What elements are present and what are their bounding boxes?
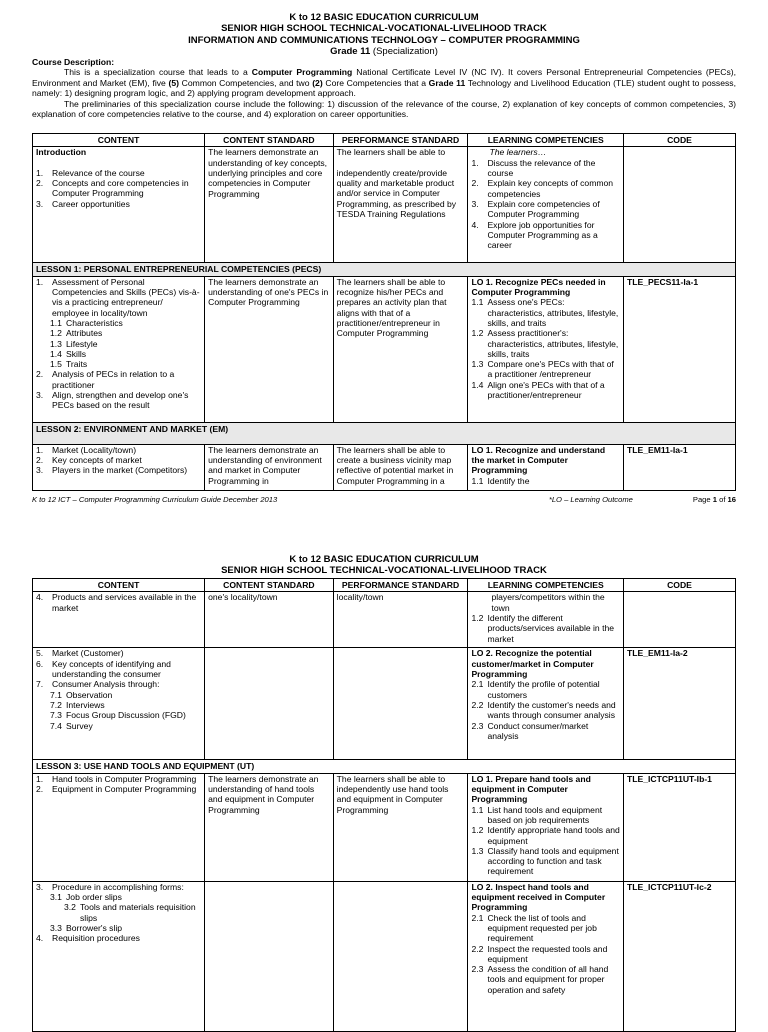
list-item	[471, 700, 620, 721]
list-item-text: Explain key concepts of common competencies	[487, 178, 614, 199]
list-item-number: 2.2	[471, 943, 484, 954]
column-header-content-standard: CONTENT STANDARD	[205, 579, 334, 592]
list-item-text: Assess practitioner's: characteristics, attributes, lifestyle, skills, traits	[487, 328, 619, 359]
list-item-number: 1.3	[471, 845, 484, 856]
header-line-4: Grade 11 (Specialization)	[330, 46, 438, 58]
list-item	[36, 882, 201, 892]
column-header-performance-standard: PERFORMANCE STANDARD	[333, 134, 468, 147]
list-item-number: 4.	[471, 219, 479, 230]
list-item-number: 2.2	[471, 699, 484, 710]
page-footer	[32, 496, 736, 505]
list-item	[471, 380, 620, 401]
list-item	[36, 349, 201, 359]
list-item-number: 1.	[36, 167, 44, 178]
list-item-number: 1.2	[471, 825, 484, 836]
list-item-text: Attributes	[66, 328, 103, 339]
cont-performance-standard: locality/town	[333, 592, 468, 648]
list-item	[36, 318, 201, 328]
list-item-text: Discuss the relevance of the course	[487, 157, 596, 178]
list-item	[36, 369, 201, 390]
list-item	[36, 339, 201, 349]
intro-code	[623, 147, 735, 263]
column-header-code: CODE	[623, 579, 735, 592]
course-description-para-1: This is a specialization course that leads to a Computer Programming National Certificate Level IV (NC IV). It covers Personal Entrepreneurial Competencies (PECs), Environment and Market (EM), five (5) Common Competencies, and two (2) Core Competencies that a Grade 11 Technology and Livelihood Education (TLE) student ought to possess, namely: 1) designing program logic, and 2) applying program development approach.	[32, 67, 737, 99]
list-item-number: 3.2	[64, 902, 76, 913]
list-item-text: Skills	[66, 348, 87, 359]
header-line-1: K to 12 BASIC EDUCATION CURRICULUM	[289, 12, 479, 23]
lesson-2-title-row	[33, 422, 736, 444]
list-item-number: 2.	[36, 177, 44, 188]
lesson-3-lo2-content-standard	[205, 881, 334, 1031]
list-item	[471, 846, 620, 877]
table-row-lesson-3-lo-2	[33, 881, 736, 1031]
list-item-text: Identify the profile of potential customers	[487, 679, 600, 700]
lesson-3-lo2-title: LO 2. Inspect hand tools and equipment received in Computer Programming	[471, 881, 606, 913]
course-description-para-2: The preliminaries of this specialization course include the following: 1) discussion of the relevance of the course, 2) explanation of key concepts of common competencies, 3) explanation of core competencies relative to the course, and 4) exploration on career opportunities.	[32, 98, 736, 120]
list-item	[36, 359, 201, 369]
list-item	[36, 648, 201, 658]
lesson-1-code: TLE_PECS11-Ia-1	[623, 276, 735, 422]
lesson-3-performance-standard: The learners shall be able to independently use hand tools and equipment in Computer Programming	[333, 773, 468, 881]
lesson-3-content-standard: The learners demonstrate an understanding of hand tools and equipment in Computer Programming	[205, 773, 334, 881]
lesson-2-content-standard: The learners demonstrate an understanding of environment and market in Computer Programming in	[205, 444, 334, 490]
table-row-lesson-3	[33, 773, 736, 881]
list-item-text: Hand tools in Computer Programming	[52, 773, 197, 784]
list-item-number: 3.1	[50, 891, 62, 902]
list-item-number: 3.	[36, 465, 44, 476]
lesson-2-code: TLE_EM11-Ia-1	[623, 444, 735, 490]
list-item	[36, 679, 201, 689]
header-line-3: INFORMATION AND COMMUNICATIONS TECHNOLOGY – COMPUTER PROGRAMMING	[188, 34, 580, 46]
header-line-2: SENIOR HIGH SCHOOL TECHNICAL-VOCATIONAL-LIVELIHOOD TRACK	[221, 23, 547, 35]
list-item	[471, 825, 620, 846]
table-row-introduction	[33, 147, 736, 263]
intro-content-list	[36, 168, 201, 209]
list-item-text: Products and services available in the market	[52, 592, 197, 613]
list-item-number: 1.1	[471, 804, 484, 815]
cont-content	[33, 592, 205, 648]
list-item	[471, 721, 620, 742]
lesson-1-learning-competencies	[468, 276, 624, 422]
lesson-2-title: LESSON 2: ENVIRONMENT AND MARKET (EM)	[33, 422, 736, 444]
list-item	[471, 679, 620, 700]
list-item-text: Market (Customer)	[52, 648, 124, 659]
list-item-text: Observation	[66, 689, 113, 700]
list-item-text: Job order slips	[66, 891, 122, 902]
lesson-1-performance-standard: The learners shall be able to recognize his/her PECs and prepares an activity plan that aligns with that of a practitioner/entrepreneur in Computer Programming	[333, 276, 468, 422]
lo2-content-standard	[205, 648, 334, 760]
list-item-text: Compare one's PECs with that of a practitioner /entrepreneur	[487, 359, 614, 380]
list-item	[36, 328, 201, 338]
list-item	[36, 902, 201, 923]
column-header-learning-competencies: LEARNING COMPETENCIES	[468, 579, 624, 592]
list-item-text: Identify appropriate hand tools and equipment	[487, 825, 620, 846]
list-item-number: 3.	[36, 881, 44, 892]
list-item	[36, 390, 201, 411]
list-item-number: 4.	[36, 933, 44, 944]
lesson-3-lo2-code: TLE_ICTCP11UT-Ic-2	[623, 881, 735, 1031]
list-item	[471, 220, 620, 251]
list-item-number: 1.	[36, 773, 44, 784]
list-item-text: Lifestyle	[66, 338, 98, 349]
lesson-1-content	[33, 276, 205, 422]
lesson-3-title: LESSON 3: USE HAND TOOLS AND EQUIPMENT (UT)	[33, 760, 736, 773]
list-item-text: Requisition procedures	[52, 933, 140, 944]
document-header	[0, 12, 768, 58]
list-item-number: 2.1	[471, 679, 484, 690]
list-item	[36, 465, 201, 475]
list-item-text: Conduct consumer/market analysis	[487, 720, 589, 741]
list-item-number: 4.	[36, 592, 44, 603]
list-item-number: 1.4	[50, 348, 62, 359]
intro-learning-competencies: The learners… 1. Discuss the relevance of the course 2. Explain key concepts of common competencies 3. Explain core competencies of Computer Programming 4. Explore job opportunities for Computer Programming as a career	[468, 147, 624, 263]
footer-lo-note: *LO – Learning Outcome	[548, 495, 633, 504]
list-item-number: 1.4	[471, 379, 484, 390]
list-item-text: Interviews	[66, 699, 105, 710]
list-item	[36, 199, 201, 209]
list-item	[471, 613, 620, 644]
list-item-text: List hand tools and equipment based on job requirements	[487, 804, 603, 825]
list-item-text: Survey	[66, 720, 93, 731]
list-item-number: 1.2	[471, 328, 484, 339]
list-item-number: 2.	[471, 178, 479, 189]
column-header-code: CODE	[623, 134, 735, 147]
list-item-number: 7.3	[50, 710, 62, 721]
column-header-content-standard: CONTENT STANDARD	[205, 134, 334, 147]
lesson-3-lo2-content	[33, 881, 205, 1031]
lo2-learning-competencies	[468, 648, 624, 760]
list-item	[471, 328, 620, 359]
list-item-number: 2.	[36, 783, 44, 794]
page-2-header	[0, 554, 768, 577]
lesson-1-title-row	[33, 263, 736, 276]
list-item-number: 2.1	[471, 912, 484, 923]
intro-content-standard: The learners demonstrate an understanding of key concepts, underlying principles and core competencies in Computer Programming	[205, 147, 334, 263]
list-item	[36, 455, 201, 465]
list-item	[36, 659, 201, 680]
list-item	[471, 913, 620, 944]
column-header-content: CONTENT	[33, 579, 205, 592]
list-item	[471, 964, 620, 995]
lo2-code: TLE_EM11-Ia-2	[623, 648, 735, 760]
list-item-text: Focus Group Discussion (FGD)	[66, 710, 186, 721]
lesson-2-lo: LO 1. Recognize and understand the market in Computer Programming	[471, 444, 606, 476]
list-item	[36, 700, 201, 710]
list-item-number: 7.	[36, 679, 44, 690]
lesson-3-lo2-performance-standard	[333, 881, 468, 1031]
list-item	[36, 710, 201, 720]
lesson-3-title-row	[33, 760, 736, 773]
list-item-text: Players in the market (Competitors)	[52, 465, 188, 476]
table-header-row-page-2	[33, 579, 736, 592]
list-item-number: 7.1	[50, 689, 62, 700]
list-item-number: 1.	[36, 444, 44, 455]
table-row-lesson-2	[33, 444, 736, 490]
intro-title: Introduction	[36, 147, 87, 158]
lesson-1-lo: LO 1. Recognize PECs needed in Computer Programming	[471, 276, 606, 297]
lesson-2-learning-competencies	[468, 444, 624, 490]
cont-learning-competencies: players/competitors within the town 1.2 Identify the different products/services available in the market	[468, 592, 624, 648]
cont-code	[623, 592, 735, 648]
list-item-text: Assessment of Personal Competencies and Skills (PECs) vis-à-vis a practicing entrepreneur/ employee in locality/town	[52, 276, 200, 318]
curriculum-table-page-2	[32, 578, 736, 1032]
lesson-2-performance-standard: The learners shall be able to create a business vicinity map reflective of potential market in Computer Programming in a	[333, 444, 468, 490]
page-gap	[0, 520, 768, 548]
list-item-number: 2.	[36, 369, 44, 380]
list-item	[36, 721, 201, 731]
list-item-text: Characteristics	[66, 317, 123, 328]
list-item-number: 2.3	[471, 720, 484, 731]
cont-content-standard: one's locality/town	[205, 592, 334, 648]
list-item-number: 5.	[36, 648, 44, 659]
list-item-text: Traits	[66, 359, 88, 370]
list-item-number: 1.5	[50, 359, 62, 370]
table-row-lesson-2-continued	[33, 592, 736, 648]
list-item-number: 2.3	[471, 964, 484, 975]
lesson-2-content	[33, 444, 205, 490]
column-header-learning-competencies: LEARNING COMPETENCIES	[468, 134, 624, 147]
list-item-number: 7.2	[50, 699, 62, 710]
list-item-number: 3.	[36, 390, 44, 401]
list-item	[36, 592, 201, 613]
lesson-1-content-standard: The learners demonstrate an understanding of one's PECs in Computer Programming	[205, 276, 334, 422]
list-item-number: 1.1	[471, 297, 484, 308]
list-item-number: 6.	[36, 658, 44, 669]
list-item-text: Identify the customer's needs and wants through consumer analysis	[487, 699, 616, 721]
list-item-number: 3.3	[50, 922, 62, 933]
list-item-text: Analysis of PECs in relation to a practitioner	[52, 369, 175, 390]
list-item-text: Classify hand tools and equipment according to function and task requirement	[487, 845, 619, 877]
list-item	[471, 199, 620, 220]
list-item-text: Assess one's PECs: characteristics, attributes, lifestyle, skills, and traits	[487, 297, 619, 328]
list-item	[36, 933, 201, 943]
list-item	[36, 784, 201, 794]
list-item-text: Explain core competencies of Computer Programming	[487, 198, 600, 220]
lesson-3-code: TLE_ICTCP11UT-Ib-1	[623, 773, 735, 881]
intro-performance-standard: The learners shall be able to independently create/provide quality and marketable product and/or service in Computer Programming, as prescribed by TESDA Training Regulations	[333, 147, 468, 263]
list-item	[36, 178, 201, 199]
lesson-3-lo2-learning-competencies	[468, 881, 624, 1031]
list-item	[36, 277, 201, 318]
list-item	[471, 944, 620, 965]
list-item-text: Consumer Analysis through:	[52, 679, 160, 690]
curriculum-table-page-1	[32, 133, 736, 491]
list-item-number: 1.3	[471, 359, 484, 370]
list-item-text: Concepts and core competencies in Computer Programming	[52, 177, 189, 199]
list-item-text: Inspect the requested tools and equipment	[487, 943, 608, 964]
list-item-number: 1.	[471, 157, 479, 168]
list-item-number: 1.	[36, 276, 44, 287]
list-item-text: Key concepts of identifying and understanding the consumer	[52, 658, 171, 679]
list-item-text: Key concepts of market	[52, 454, 142, 465]
table-header-row	[33, 134, 736, 147]
list-item-text: Identify the different products/services available in the market	[487, 612, 615, 644]
list-item-number: 7.4	[50, 720, 62, 731]
lesson-3-content	[33, 773, 205, 881]
list-item-text: Identify the	[487, 475, 530, 486]
list-item-text: Relevance of the course	[52, 167, 145, 178]
list-item-text: Tools and materials requisition slips	[80, 902, 196, 923]
list-item	[36, 690, 201, 700]
column-header-performance-standard: PERFORMANCE STANDARD	[333, 579, 468, 592]
table-row-lesson-1	[33, 276, 736, 422]
column-header-content: CONTENT	[33, 134, 205, 147]
list-item-number: 2.	[36, 454, 44, 465]
footer-guide-title: K to 12 ICT – Computer Programming Curriculum Guide December 2013	[32, 495, 278, 504]
lo2-title: LO 2. Recognize the potential customer/market in Computer Programming	[471, 648, 594, 679]
lesson-1-title: LESSON 1: PERSONAL ENTREPRENEURIAL COMPETENCIES (PECS)	[33, 263, 736, 276]
list-item	[471, 178, 620, 199]
lesson-3-learning-competencies	[468, 773, 624, 881]
list-item-text: Career opportunities	[52, 198, 130, 209]
list-item	[471, 476, 620, 486]
list-item-number: 1.1	[471, 475, 484, 486]
list-item-text: Align one's PECs with that of a practitioner/entrepreneur	[487, 379, 605, 401]
list-item	[36, 445, 201, 455]
list-item-number: 1.2	[50, 328, 62, 339]
list-item	[36, 923, 201, 933]
list-item	[36, 168, 201, 178]
list-item-text: Align, strengthen and develop one's PECs based on the result	[52, 390, 189, 411]
list-item	[36, 892, 201, 902]
list-item-number: 3.	[36, 198, 44, 209]
intro-content-cell	[33, 147, 205, 263]
list-item-number: 3.	[471, 198, 479, 209]
list-item-number: 1.1	[50, 317, 62, 328]
footer-page-number: Page 1 of 16	[692, 495, 736, 504]
page-2	[0, 548, 768, 1024]
list-item-text: Explore job opportunities for Computer Programming as a career	[487, 219, 598, 251]
list-item-text: Equipment in Computer Programming	[52, 783, 197, 794]
list-item	[36, 774, 201, 784]
list-item-text: Market (Locality/town)	[52, 444, 137, 455]
list-item-text: Borrower's slip	[66, 922, 123, 933]
list-item	[471, 359, 620, 380]
list-item-text: Procedure in accomplishing forms:	[52, 881, 184, 892]
table-row-lesson-2-lo-2	[33, 648, 736, 760]
list-item	[471, 158, 620, 179]
lesson-3-lo: LO 1. Prepare hand tools and equipment in Computer Programming	[471, 773, 591, 805]
list-item-number: 1.2	[471, 612, 484, 623]
lo2-content	[33, 648, 205, 760]
course-description	[32, 57, 736, 120]
page-2-header-line-2: SENIOR HIGH SCHOOL TECHNICAL-VOCATIONAL-LIVELIHOOD TRACK	[221, 565, 547, 577]
lo2-performance-standard	[333, 648, 468, 760]
page-2-header-line-1: K to 12 BASIC EDUCATION CURRICULUM	[289, 554, 479, 565]
list-item-text: Assess the condition of all hand tools and equipment for proper operation and safety	[487, 964, 609, 995]
list-item	[471, 805, 620, 826]
list-item-text: Check the list of tools and equipment requested per job requirement	[487, 912, 597, 944]
list-item	[471, 297, 620, 328]
course-description-heading: Course Description:	[32, 57, 115, 67]
list-item-number: 1.3	[50, 338, 62, 349]
